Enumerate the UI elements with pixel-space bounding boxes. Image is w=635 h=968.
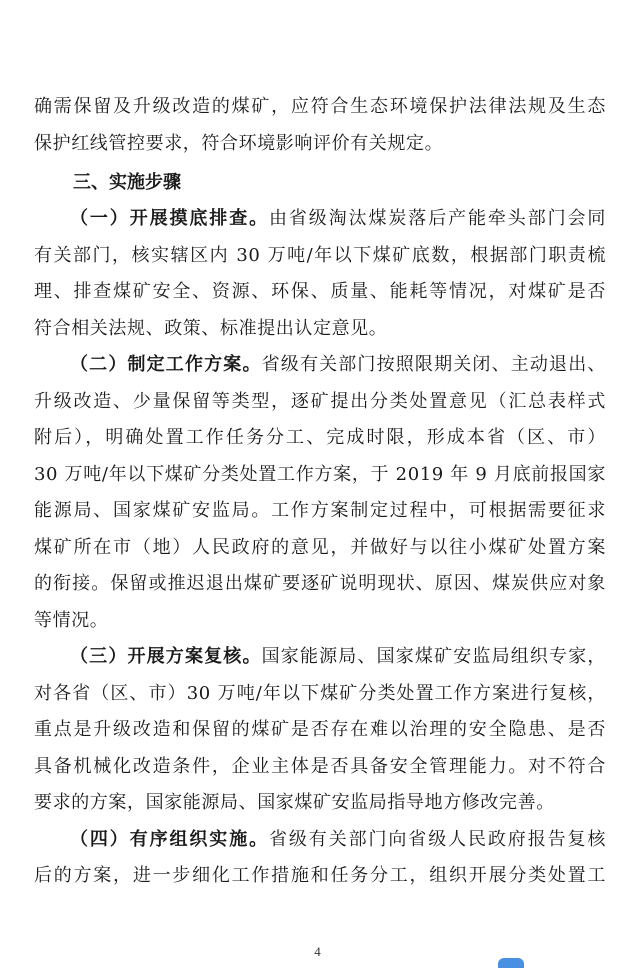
paragraph-text: 省级有关部门向省级人民政府报告复核 [269,829,606,850]
paragraph-first-line [70,642,606,671]
body-line: 重点是升级改造和保留的煤矿是否存在难以治理的安全隐患、是否 [34,719,606,740]
body-line: 有关部门，核实辖区内 30 万吨/年以下煤矿底数，根据部门职责梳 [34,245,606,266]
paragraph-text: 省级有关部门按照限期关闭、主动退出、 [261,354,606,375]
body-line: 确需保留及升级改造的煤矿，应符合生态环境保护法律法规及生态 [34,96,606,117]
paragraph-title: （三）开展方案复核。 [70,646,262,667]
body-line: 煤矿所在市（地）人民政府的意见，并做好与以往小煤矿处置方案 [34,537,606,558]
paragraph-text: 国家能源局、国家煤矿安监局组织专家， [261,646,606,667]
paragraph-title: （一）开展摸底排查。 [70,208,269,229]
body-line: 升级改造、少量保留等类型，逐矿提出分类处置意见（汇总表样式 [34,391,606,412]
page-number: 4 [314,944,321,959]
floating-action-tab[interactable] [498,958,524,968]
body-line: 后的方案，进一步细化工作措施和任务分工，组织开展分类处置工 [34,865,606,886]
paragraph-text: 由省级淘汰煤炭落后产能牵头部门会同 [269,208,606,229]
body-line: 等情况。 [34,610,109,631]
body-line: 具备机械化改造条件，企业主体是否具备安全管理能力。对不符合 [34,756,606,777]
body-line: 保护红线管控要求，符合环境影响评价有关规定。 [34,133,444,154]
section-heading: 三、实施步骤 [73,172,181,193]
body-line: 符合相关法规、政策、标准提出认定意见。 [34,318,388,339]
body-line: 能源局、国家煤矿安监局。工作方案制定过程中，可根据需要征求 [34,500,606,521]
paragraph-first-line [70,825,606,854]
body-line: 理、排查煤矿安全、资源、环保、质量、能耗等情况，对煤矿是否 [34,281,606,302]
paragraph-first-line [70,350,606,379]
body-line: 要求的方案，国家能源局、国家煤矿安监局指导地方修改完善。 [34,792,555,813]
body-line: 对各省（区、市）30 万吨/年以下煤矿分类处置工作方案进行复核， [34,683,606,704]
body-line: 附后），明确处置工作任务分工、完成时限，形成本省（区、市） [34,427,606,448]
paragraph-title: （二）制定工作方案。 [70,354,262,375]
body-line: 30 万吨/年以下煤矿分类处置工作方案，于 2019 年 9 月底前报国家 [34,464,606,485]
paragraph-title: （四）有序组织实施。 [70,829,269,850]
body-line: 的衔接。保留或推迟退出煤矿要逐矿说明现状、原因、煤炭供应对象 [34,573,606,594]
paragraph-first-line [70,204,606,233]
